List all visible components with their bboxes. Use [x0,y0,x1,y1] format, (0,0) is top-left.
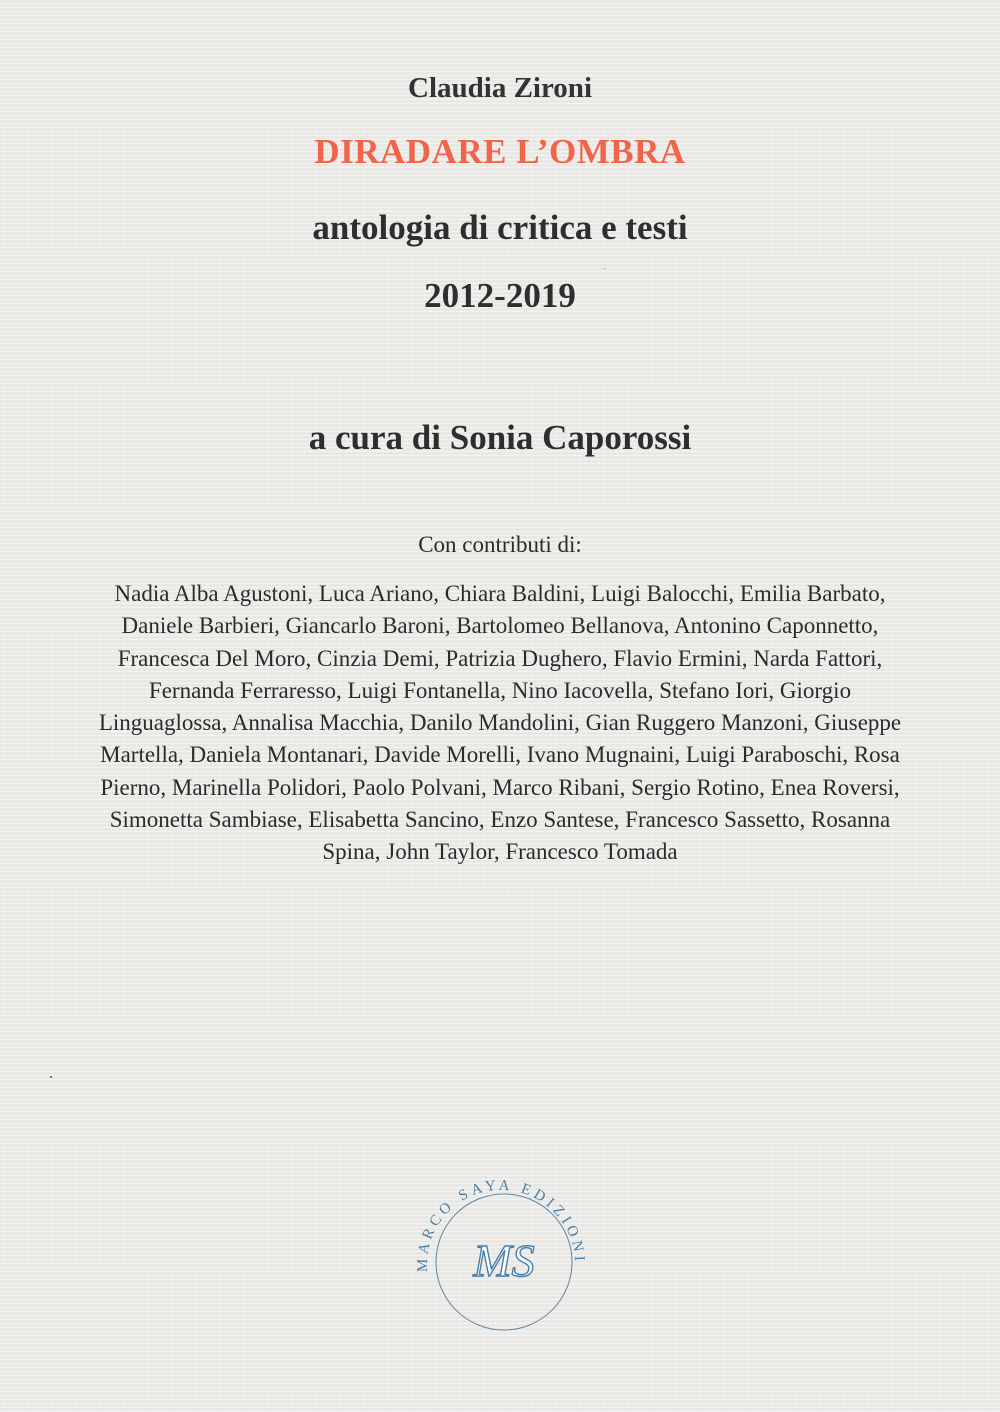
contributors-label: Con contributi di: [418,532,582,557]
book-subtitle: antologia di critica e testi [312,208,688,247]
author-name: Claudia Zironi [408,72,592,104]
year-range: 2012-2019 [424,276,576,315]
scan-speck [50,1076,52,1078]
editor-credit: a cura di Sonia Caporossi [308,418,692,457]
publisher-name: MARCO SAYA EDIZIONI [414,1177,588,1273]
publisher-monogram: MS [473,1235,535,1286]
scan-speck [604,268,605,269]
publisher-seal-icon [408,1158,594,1344]
contributors-list: Nadia Alba Agustoni, Luca Ariano, Chiara Baldini, Luigi Balocchi, Emilia Barbato, Daniele Barbieri, Giancarlo Baroni, Bartolomeo Bellanova, Antonino Caponnetto, Francesca Del Moro, Cinzia Demi, Patrizia Dughero, Flavio Ermini, Narda Fattori, Fernanda Ferraresso, Luigi Fontanella, Nino Iacovella, Stefano Iori, Giorgio Linguaglossa, Annalisa Macchia, Danilo Mandolini, Gian Ruggero Manzoni, Giuseppe Martella, Daniela Montanari, Davide Morelli, Ivano Mugnaini, Luigi Paraboschi, Rosa Pierno, Marinella Polidori, Paolo Polvani, Marco Ribani, Sergio Rotino, Enea Roversi, Simonetta Sambiase, Elisabetta Sancino, Enzo Santese, Francesco Sassetto, Rosanna Spina, John Taylor, Francesco Tomada [98,581,902,865]
book-title: DIRADARE L’OMBRA [314,132,686,171]
